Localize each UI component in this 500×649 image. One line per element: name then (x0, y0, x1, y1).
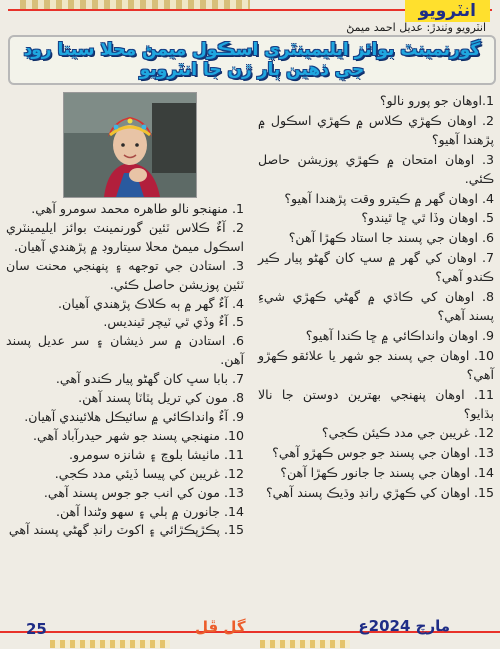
question-item: 2. اوهان ڪهڙي ڪلاس ۾ ڪهڙي اسڪول ۾ پڙهندا آهيو؟ (258, 112, 494, 147)
question-item: 11. اوهان پنهنجي بهترين دوستن جا نالا ٻڌايو؟ (258, 386, 494, 421)
question-item: 14. اوهان جي پسند جا جانور ڪهڙا آهن؟ (280, 465, 494, 481)
questions-list (258, 92, 494, 504)
answer-item: 8. مون کي تريل پٽاٽا پسند آهن. (78, 390, 244, 406)
question-item: 12. غريبن جي مدد ڪيئن ڪجي؟ (321, 425, 494, 441)
answer-item: 14. جانورن ۾ ٻلي ۽ سهو وڻندا آهن. (55, 503, 244, 519)
answers-list (6, 200, 244, 540)
question-item: 4. اوهان گهر ۾ ڪيترو وقت پڙهندا آهيو؟ (284, 190, 494, 206)
answer-item: 6. استادن ۾ سر ذيشان ۽ سر عديل پسند آهن. (6, 333, 244, 368)
answer-item: 2. آءٌ ڪلاس ٽئين گورنمينٽ بوائز ايليمينٽري اسڪول ميمڻ محلا سيتاروڊ ۾ پڙهندي آهيان. (6, 219, 244, 254)
question-item: 15. اوهان کي ڪهڙي رانڊ وڌيڪ پسند آهي؟ (265, 485, 494, 501)
question-item: 3. اوهان امتحان ۾ ڪهڙي پوزيشن حاصل ڪئي. (258, 151, 494, 186)
answer-item: 11. ماٺيشا بلوچ ۽ شانزه سومرو. (69, 446, 244, 462)
footer-ornament-left (50, 640, 170, 648)
headline-banner (8, 35, 496, 85)
footer-ornament-right (260, 640, 350, 648)
headline: گورنمينٽ بوائز ايليمينٽري اسڪول ميمڻ محلا سيتا روڊ جي ذهين ٻار ڙن جا انٽرويو (23, 40, 481, 80)
answer-item: 3. استادن جي توجهه ۽ پنهنجي محنت سان ٽئين پوزيشن حاصل ڪئي. (6, 257, 244, 292)
answer-item: 7. بابا سڀ کان گهڻو پيار ڪندو آهي. (55, 371, 244, 387)
page-number: 25 (26, 620, 47, 638)
question-item: 1.اوهان جو پورو نالو؟ (379, 93, 494, 108)
answer-item: 12. غريبن کي پيسا ڏيئي مدد ڪجي. (54, 465, 244, 481)
question-item: 13. اوهان جي پسند جو جوس ڪهڙو آهي؟ (272, 445, 494, 461)
issue-date: مارچ 2024ع (358, 617, 450, 635)
answer-item: 13. مون کي انب جو جوس پسند آهي. (43, 484, 244, 500)
question-item: 5. اوهان وڏا ٿي ڇا ٿيندو؟ (361, 210, 494, 226)
answer-item: 1. منهنجو نالو طاهره محمد سومرو آهي. (31, 201, 244, 216)
question-item: 9. اوهان وانداڪائي ۾ ڇا ڪندا آهيو؟ (305, 327, 494, 343)
question-item: 10. اوهان جي پسند جو شهر يا علائقو ڪهڙو آهي؟ (258, 347, 494, 382)
section-title: انٽرويو (405, 0, 490, 22)
question-item: 6. اوهان جي پسند جا استاد ڪهڙا آهن؟ (288, 230, 494, 246)
magazine-logo: گل ڦل (195, 618, 246, 636)
answer-item: 10. منهنجي پسند جو شهر حيدرآباد آهي. (33, 427, 244, 443)
answer-item: 5. آءٌ وڏي ٿي ٽيچر ٿينديس. (103, 314, 244, 330)
answer-item: 15. پڪڙپڪڙائي ۽ اکوٽ رانڊ گهڻي پسند آهي (8, 522, 244, 538)
child-photo (63, 92, 197, 198)
interviewer-byline: انٽرويو وٺندڙ: عديل احمد ميمڻ (346, 21, 486, 34)
question-item: 8. اوهان کي ڪاڌي ۾ گهڻي ڪهڙي شيءِ پسند آهي؟ (258, 289, 494, 323)
question-item: 7. اوهان کي گهر ۾ سڀ کان گهڻو پيار ڪير ڪندو آهي؟ (258, 250, 494, 285)
answer-item: 9. آءٌ وانداڪائي ۾ سائيڪل هلائيندي آهيان. (24, 408, 244, 424)
top-ornament (20, 0, 250, 9)
answer-item: 4. آءٌ گهر ۾ ٻه ڪلاڪ پڙهندي آهيان. (58, 295, 244, 311)
